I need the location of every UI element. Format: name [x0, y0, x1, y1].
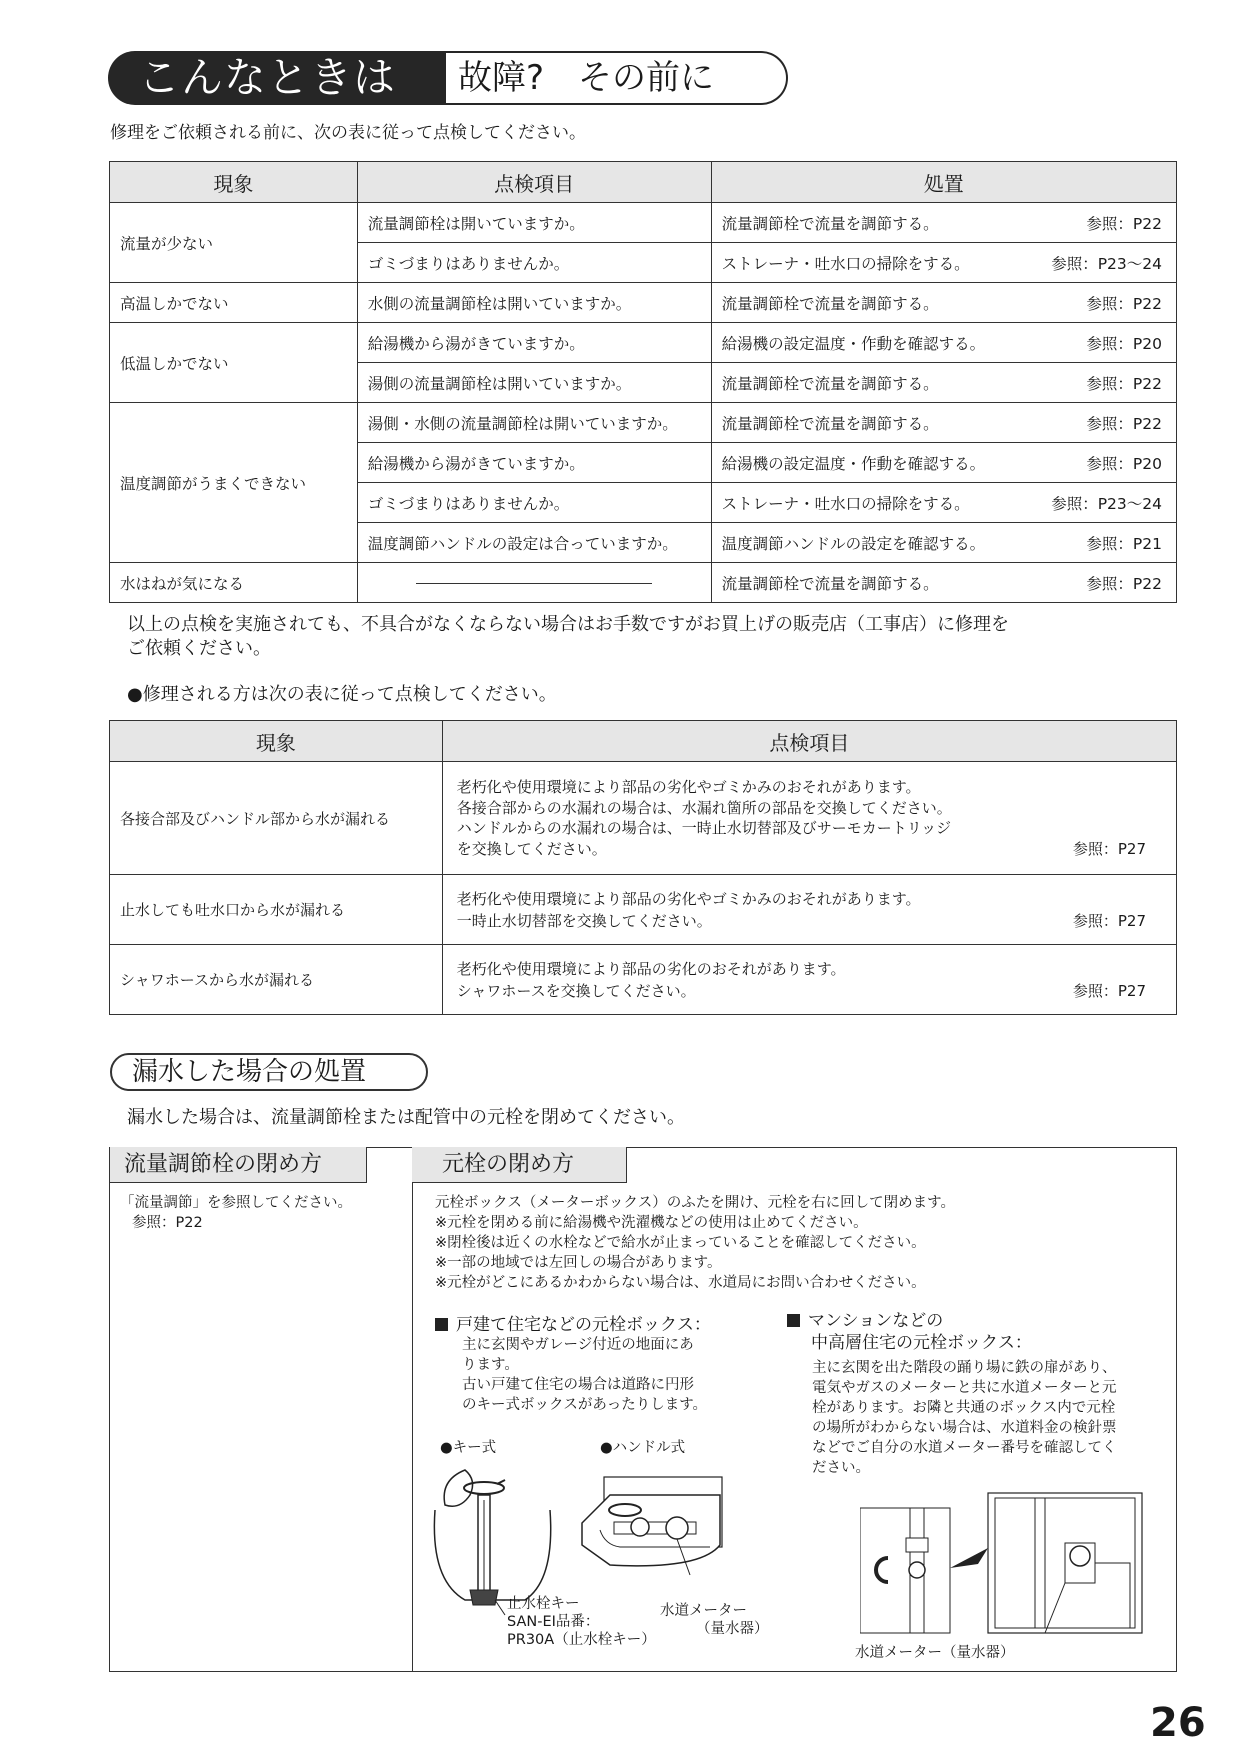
- action-cell: 流量調節栓で流量を調節する。 参照：P22: [711, 283, 1176, 323]
- table-row: [110, 283, 1177, 323]
- action-cell: ストレーナ・吐水口の掃除をする。 参照：P23～24: [711, 243, 1176, 283]
- dash-line: [416, 583, 652, 584]
- phenomenon-cell: 止水しても吐水口から水が漏れる: [110, 875, 443, 945]
- reference: 参照：P27: [1072, 911, 1146, 930]
- check-cell: 給湯機から湯がきていますか。: [357, 443, 711, 483]
- action-cell: 流量調節栓で流量を調節する。 参照：P22: [711, 363, 1176, 403]
- tab-main-valve: 元栓の閉め方: [412, 1147, 627, 1183]
- reference: 参照：P20: [1086, 334, 1162, 353]
- mansion-meter-illustration: [860, 1488, 1145, 1638]
- check-cell: 温度調節ハンドルの設定は合っていますか。: [357, 523, 711, 563]
- repair-person-note: ●修理される方は次の表に従って点検してください。: [127, 684, 557, 705]
- leak-intro-text: 漏水した場合は、流量調節栓または配管中の元栓を閉めてください。: [127, 1107, 685, 1128]
- reference: 参照：P27: [1072, 981, 1146, 1000]
- tab-flow-valve: 流量調節栓の閉め方: [109, 1147, 367, 1183]
- table-row: [110, 875, 1177, 945]
- table-row: [110, 945, 1177, 1015]
- action-cell: 給湯機の設定温度・作動を確認する。 参照：P20: [711, 323, 1176, 363]
- check-cell: ゴミづまりはありませんか。: [357, 243, 711, 283]
- reference: 参照：P22: [1086, 294, 1162, 313]
- table-row: [110, 203, 1177, 243]
- action-cell: 給湯機の設定温度・作動を確認する。 参照：P20: [711, 443, 1176, 483]
- mansion-box-title: マンションなどの 中高層住宅の元栓ボックス：: [787, 1310, 1032, 1354]
- house-box-text: 主に玄関やガレージ付近の地面にあ ります。 古い戸建て住宅の場合は道路に円形 のキー式ボックスがあったりします。: [462, 1337, 708, 1413]
- reference: 参照：P23～24: [1051, 494, 1162, 513]
- header-phenomenon: 現象: [110, 721, 443, 762]
- intro-text: 修理をご依頼される前に、次の表に従って点検してください。: [110, 123, 586, 143]
- check-cell: 給湯機から湯がきていますか。: [357, 323, 711, 363]
- meter-label: 水道メーター （量水器）: [660, 1603, 769, 1637]
- reference: 参照：P20: [1086, 454, 1162, 473]
- action-cell: 流量調節栓で流量を調節する。 参照：P22: [711, 403, 1176, 443]
- check-cell: 老朽化や使用環境により部品の劣化やゴミかみのおそれがあります。 一時止水切替部を交換してください。 参照：P27: [442, 875, 1176, 945]
- check-cell-empty: [357, 563, 711, 603]
- reference: 参照：P21: [1086, 534, 1162, 553]
- mansion-meter-label: 水道メーター（量水器）: [855, 1645, 1015, 1661]
- table-header-row: [110, 162, 1177, 203]
- action-cell: 流量調節栓で流量を調節する。 参照：P22: [711, 203, 1176, 243]
- check-cell: 水側の流量調節栓は開いていますか。: [357, 283, 711, 323]
- table-row: [110, 323, 1177, 363]
- handle-type-label: ●ハンドル式: [600, 1440, 686, 1456]
- check-cell: 老朽化や使用環境により部品の劣化やゴミかみのおそれがあります。 各接合部からの水漏れの場合は、水漏れ箇所の部品を交換してください。 ハンドルからの水漏れの場合は、一時止水切替部及びサーモカートリッジ を交換してください。 参照：P27: [442, 762, 1176, 875]
- phenomenon-cell: 低温しかでない: [110, 323, 358, 403]
- repair-table: [109, 720, 1177, 1015]
- action-cell: 流量調節栓で流量を調節する。 参照：P22: [711, 563, 1176, 603]
- flow-valve-text: 「流量調節」を参照してください。 参照：P22: [120, 1195, 352, 1231]
- table-row: [110, 762, 1177, 875]
- table-row: [110, 563, 1177, 603]
- phenomenon-cell: 流量が少ない: [110, 203, 358, 283]
- header-phenomenon: 現象: [110, 162, 358, 203]
- repair-note: 以上の点検を実施されても、不具合がなくならない場合はお手数ですがお買上げの販売店（工事店）に修理を ご依頼ください。: [127, 614, 1009, 659]
- reference: 参照：P22: [1086, 574, 1162, 593]
- page-number: 26: [1150, 1700, 1206, 1746]
- phenomenon-cell: 各接合部及びハンドル部から水が漏れる: [110, 762, 443, 875]
- check-cell: 湯側・水側の流量調節栓は開いていますか。: [357, 403, 711, 443]
- key-label: 止水栓キー SAN-EI品番： PR30A（止水栓キー）: [507, 1596, 656, 1648]
- reference: 参照：P22: [1086, 374, 1162, 393]
- leak-section-title: 漏水した場合の処置: [110, 1053, 428, 1091]
- check-cell: 老朽化や使用環境により部品の劣化のおそれがあります。 シャワホースを交換してください。 参照：P27: [442, 945, 1176, 1015]
- troubleshooting-table: [109, 161, 1177, 603]
- header-check: 点検項目: [442, 721, 1176, 762]
- check-cell: 湯側の流量調節栓は開いていますか。: [357, 363, 711, 403]
- column-divider: [412, 1147, 413, 1672]
- mansion-box-text: 主に玄関を出た階段の踊り場に鉄の扉があり、 電気やガスのメーターと共に水道メーターと元 栓があります。お隣と共通のボックス内で元栓 の場所がわからない場合は、水道料金の検針票 などでご自分の水道メーター番号を確認してく ださい。: [812, 1360, 1117, 1476]
- table-header-row: [110, 721, 1177, 762]
- reference: 参照：P23～24: [1051, 254, 1162, 273]
- header-action: 処置: [711, 162, 1176, 203]
- phenomenon-cell: 温度調節がうまくできない: [110, 403, 358, 563]
- header-check: 点検項目: [357, 162, 711, 203]
- reference: 参照：P22: [1086, 214, 1162, 233]
- banner-subtitle: 故障? その前に: [442, 51, 788, 105]
- key-type-label: ●キー式: [440, 1440, 497, 1456]
- table-row: [110, 403, 1177, 443]
- action-cell: ストレーナ・吐水口の掃除をする。 参照：P23～24: [711, 483, 1176, 523]
- phenomenon-cell: 高温しかでない: [110, 283, 358, 323]
- check-cell: ゴミづまりはありませんか。: [357, 483, 711, 523]
- phenomenon-cell: シャワホースから水が漏れる: [110, 945, 443, 1015]
- phenomenon-cell: 水はねが気になる: [110, 563, 358, 603]
- banner-title: こんなときは: [108, 51, 446, 105]
- handle-valve-illustration: [580, 1475, 730, 1585]
- check-cell: 流量調節栓は開いていますか。: [357, 203, 711, 243]
- reference: 参照：P22: [1086, 414, 1162, 433]
- reference: 参照：P27: [1072, 839, 1146, 858]
- house-box-title: 戸建て住宅などの元栓ボックス：: [435, 1310, 711, 1335]
- main-valve-instructions: 元栓ボックス（メーターボックス）のふたを開け、元栓を右に回して閉めます。 ※元栓を閉める前に給湯機や洗濯機などの使用は止めてください。 ※閉栓後は近くの水栓などで給水が止まっていることを確認してください。 ※一部の地域では左回しの場合があります。 ※元栓がどこにあるかわからない場合は、水道局にお問い合わせください。: [435, 1195, 955, 1291]
- action-cell: 温度調節ハンドルの設定を確認する。 参照：P21: [711, 523, 1176, 563]
